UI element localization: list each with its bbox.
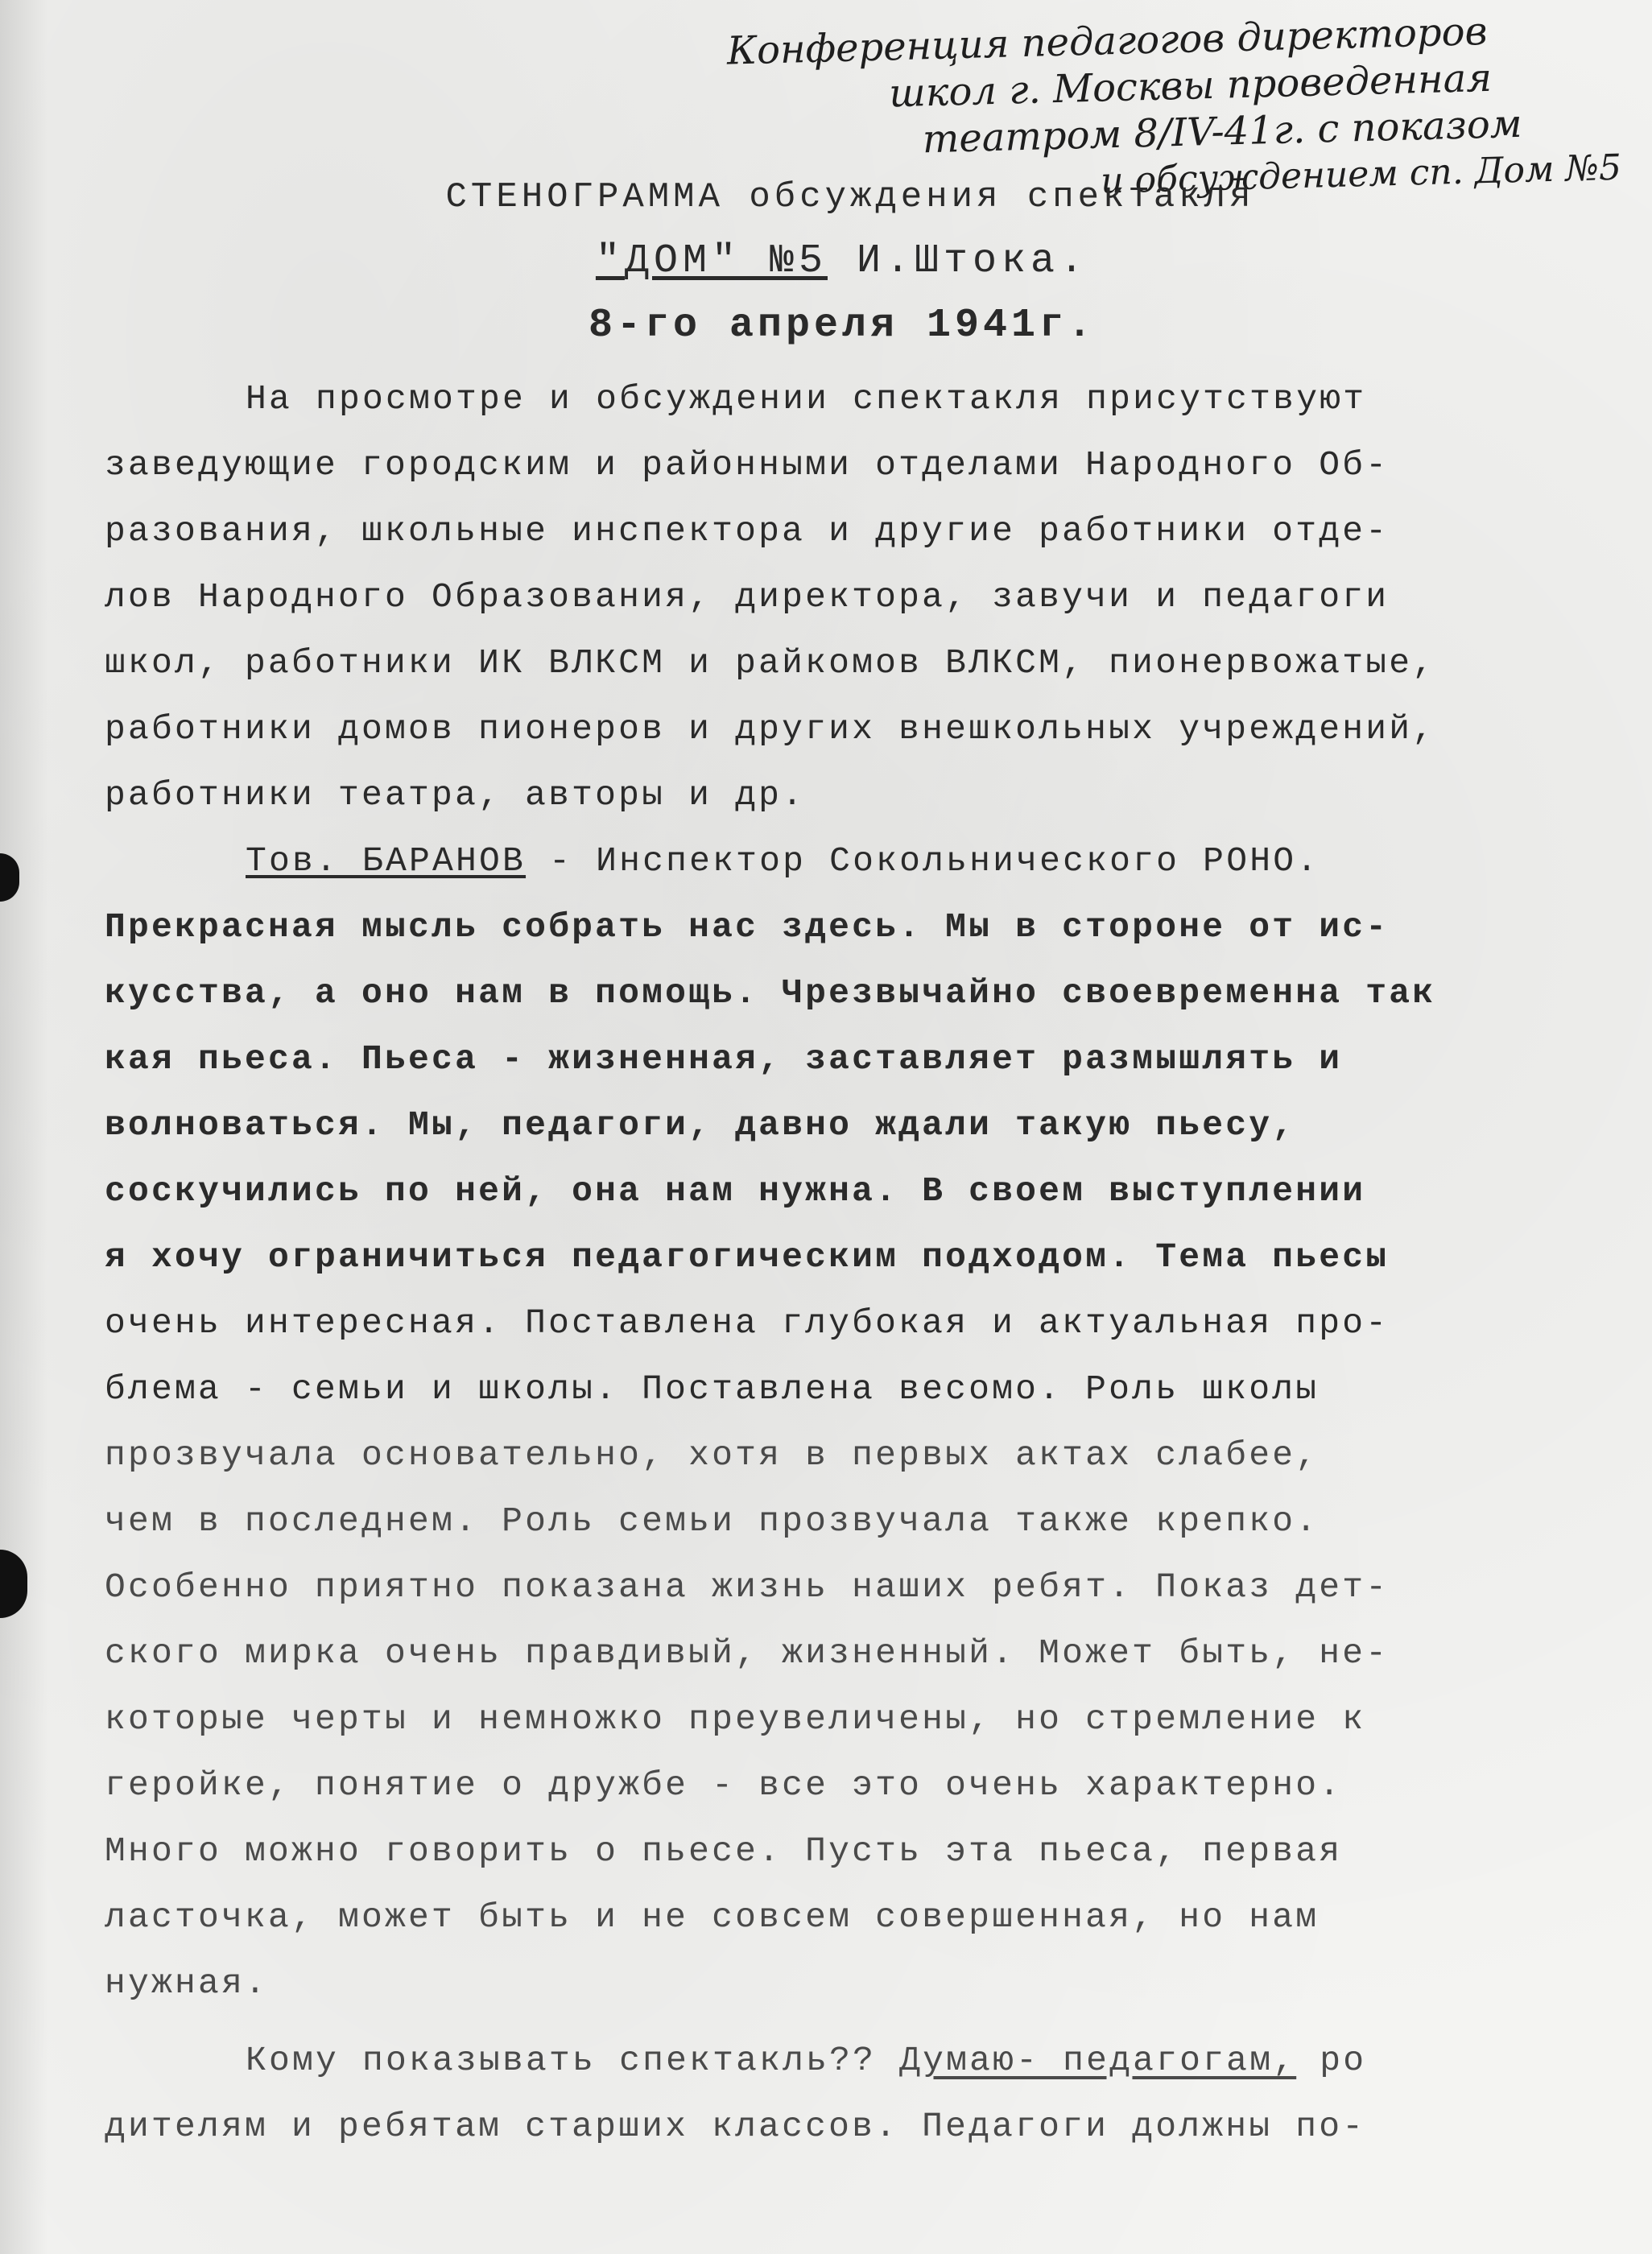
text-fragment: ро [1296,2041,1367,2080]
play-title [0,229,1652,294]
text-line: дителям и ребятам старших классов. Педагоги должны по- [105,2107,1366,2146]
text-line [105,2028,1618,2094]
text-line: соскучились по ней, она нам нужна. В своем выступлении [105,1171,1366,1211]
text-fragment: Кому показывать спектакль?? [246,2041,900,2080]
text-line: кусства, а оно нам в помощь. Чрезвычайно своевременна так [105,973,1436,1013]
document-date: 8-го апреля 1941г. [588,303,1097,349]
text-line: Прекрасная мысль собрать нас здесь. Мы в стороне от ис- [105,907,1390,947]
play-author: И.Штока. [828,238,1089,284]
text-line: волноваться. Мы, педагоги, давно ждали такую пьесу, [105,1105,1296,1145]
document-title: СТЕНОГРАММА обсуждения спектакля [445,177,1255,217]
handwritten-line: и обсуждением сп. Дом №5 [1100,147,1622,202]
handwritten-line: школ г. Москвы проведенная [888,55,1493,117]
document-body [105,366,1618,2160]
text-line: Особенно приятно показана жизнь наших ребят. Показ дет- [105,1567,1390,1607]
text-line: заведующие городским и районными отделами Народного Об- [105,445,1390,485]
text-line: нужная. [105,1963,269,2003]
text-line: прозвучала основательно, хотя в первых актах слабее, [105,1435,1320,1475]
text-line: ского мирка очень правдивый, жизненный. Может быть, не- [105,1633,1390,1673]
text-line: школ, работники ИК ВЛКСМ и райкомов ВЛКСМ, пионервожатые, [105,643,1436,683]
document-header [0,165,1652,358]
text-line: блема - семьи и школы. Поставлена весомо. Роль школы [105,1369,1320,1409]
text-line: работники домов пионеров и других внешкольных учреждений, [105,709,1436,749]
underlined-fragment: Думаю- педагогам, [899,2041,1297,2080]
play-name: ДОМ" №5 [624,238,828,284]
text-line: разования, школьные инспектора и другие работники отде- [105,511,1390,551]
speaker-line [105,828,1618,894]
speaker-role: - Инспектор Сокольнического РОНО. [526,841,1320,881]
handwritten-line: театром 8/IV-41г. с показом [922,101,1523,163]
speaker-name: Тов. БАРАНОВ [246,841,527,881]
handwritten-line: Конференция педагогов директоров [726,8,1489,74]
text-line: Много можно говорить о пьесе. Пусть эта пьеса, первая [105,1831,1343,1871]
text-line: На просмотре и обсуждении спектакля присутствуют [246,379,1367,419]
text-line: я хочу ограничиться педагогическим подходом. Тема пьесы [105,1237,1390,1277]
text-line: ласточка, может быть и не совсем совершенная, но нам [105,1897,1320,1937]
text-line: геройке, понятие о дружбе - все это очень характерно. [105,1765,1343,1805]
text-line: очень интересная. Поставлена глубокая и актуальная про- [105,1303,1390,1343]
play-quote: " [595,238,625,284]
text-line: чем в последнем. Роль семьи прозвучала также крепко. [105,1501,1320,1541]
text-line: кая пьеса. Пьеса - жизненная, заставляет размышлять и [105,1039,1343,1079]
text-line: работники театра, авторы и др. [105,775,806,815]
text-line: лов Народного Образования, директора, завучи и педагоги [105,577,1390,617]
text-line: которые черты и немножко преувеличены, но стремление к [105,1699,1366,1739]
